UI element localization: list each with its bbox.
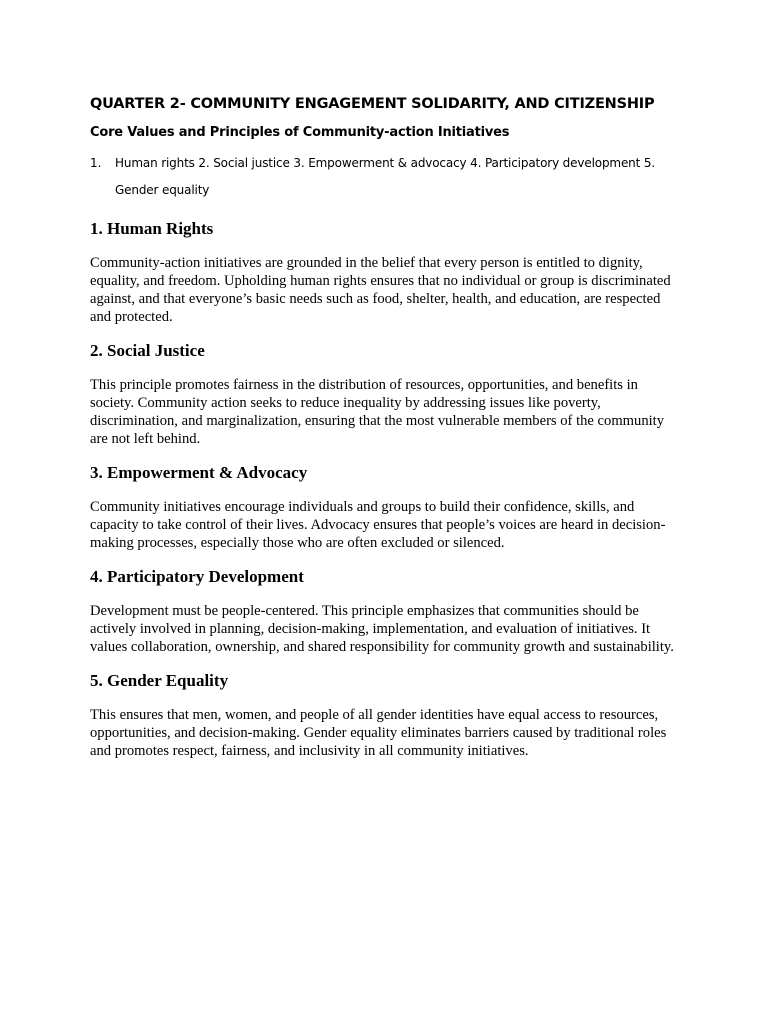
section-paragraph: Community-action initiatives are grounded in the belief that every person is entitled to dignity, equality, and freedom. Upholding human rights ensures that no individual or group is discriminated against, and that everyone’s basic needs such as food, shelter, health, and education, are respected and protected. — [90, 255, 671, 325]
section-paragraph: Community initiatives encourage individuals and groups to build their confidence, skills, and capacity to take control of their lives. Advocacy ensures that people’s voices are heard in decision-making processes, especially those who are often excluded or silenced. — [90, 499, 666, 551]
document-subtitle: Core Values and Principles of Community-action Initiatives — [90, 125, 510, 140]
list-item — [90, 150, 690, 204]
core-values-list — [90, 150, 690, 204]
section-human-rights — [90, 218, 690, 326]
section-paragraph: This ensures that men, women, and people of all gender identities have equal access to resources, opportunities, and decision-making. Gender equality eliminates barriers caused by traditional roles and promotes respect, fairness, and inclusivity in all community initiatives. — [90, 707, 667, 759]
section-participatory-development — [90, 566, 690, 656]
section-heading: 1. Human Rights — [90, 219, 214, 238]
section-heading: 5. Gender Equality — [90, 671, 229, 690]
section-social-justice — [90, 340, 690, 448]
section-heading: 4. Participatory Development — [90, 567, 304, 586]
section-empowerment-advocacy — [90, 462, 690, 552]
list-item-text: Human rights 2. Social justice 3. Empowerment & advocacy 4. Participatory development 5. Gender equality — [115, 156, 656, 197]
document-page — [90, 94, 690, 760]
section-gender-equality — [90, 670, 690, 760]
section-heading: 3. Empowerment & Advocacy — [90, 463, 308, 482]
document-title: QUARTER 2- COMMUNITY ENGAGEMENT SOLIDARITY, AND CITIZENSHIP — [90, 96, 655, 112]
list-item-number: 1. — [90, 156, 102, 170]
section-paragraph: This principle promotes fairness in the distribution of resources, opportunities, and benefits in society. Community action seeks to reduce inequality by addressing issues like poverty, discrimination, and marginalization, ensuring that the most vulnerable members of the community are not left behind. — [90, 377, 665, 447]
section-paragraph: Development must be people-centered. This principle emphasizes that communities should be actively involved in planning, decision-making, implementation, and evaluation of initiatives. It values collaboration, ownership, and shared responsibility for community growth and sustainability. — [90, 603, 674, 655]
section-heading: 2. Social Justice — [90, 341, 205, 360]
